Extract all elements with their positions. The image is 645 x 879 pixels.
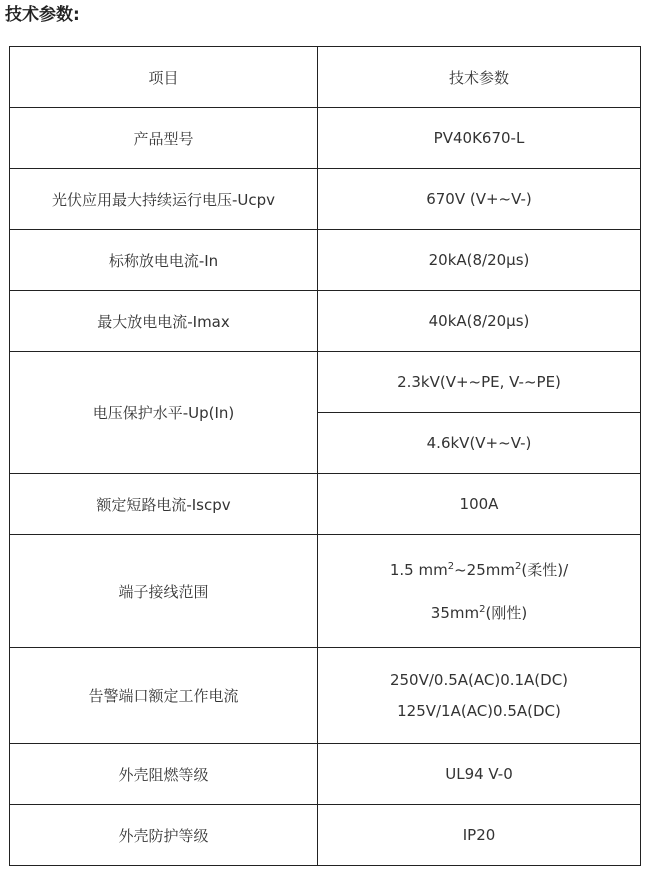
row-label: 外壳阻燃等级	[10, 744, 318, 805]
row-value: UL94 V-0	[318, 744, 641, 805]
row-value-terminal	[318, 535, 641, 648]
row-label: 光伏应用最大持续运行电压-Ucpv	[10, 169, 318, 230]
row-value: IP20	[318, 805, 641, 866]
row-value: 40kA(8/20μs)	[318, 291, 641, 352]
row-label: 最大放电电流-Imax	[10, 291, 318, 352]
row-value: 2.3kV(V+~PE, V-~PE)	[318, 352, 641, 413]
section-heading: 技术参数:	[5, 5, 80, 25]
header-item: 项目	[10, 47, 318, 108]
terminal-part: 35mm	[430, 604, 480, 622]
table-header-row	[10, 47, 641, 108]
row-label: 端子接线范围	[10, 535, 318, 648]
table-row	[10, 291, 641, 352]
table-row	[10, 744, 641, 805]
value-line: 125V/1A(AC)0.5A(DC)	[397, 702, 561, 720]
terminal-part: ~25mm	[454, 561, 515, 579]
table-row	[10, 352, 641, 413]
table-row	[10, 108, 641, 169]
row-label: 电压保护水平-Up(In)	[10, 352, 318, 474]
terminal-sup: 2	[479, 604, 486, 615]
row-label: 产品型号	[10, 108, 318, 169]
row-label: 额定短路电流-Iscpv	[10, 474, 318, 535]
terminal-sup: 2	[447, 561, 455, 572]
row-label: 标称放电电流-In	[10, 230, 318, 291]
terminal-line-1	[324, 559, 634, 580]
row-label: 告警端口额定工作电流	[10, 648, 318, 744]
row-value: 4.6kV(V+~V-)	[318, 413, 641, 474]
table-row	[10, 230, 641, 291]
spec-table	[9, 46, 641, 866]
table-row	[10, 648, 641, 744]
row-value: 670V (V+~V-)	[318, 169, 641, 230]
terminal-part: (刚性)	[485, 604, 528, 622]
row-value-multiline	[318, 648, 641, 744]
row-value: 100A	[318, 474, 641, 535]
table-row	[10, 805, 641, 866]
terminal-line-2	[324, 602, 634, 623]
row-label: 外壳防护等级	[10, 805, 318, 866]
table-row	[10, 535, 641, 648]
header-spec: 技术参数	[318, 47, 641, 108]
table-row	[10, 169, 641, 230]
terminal-sup: 2	[514, 561, 522, 572]
terminal-part: (柔性)/	[521, 561, 569, 579]
terminal-part: 1.5 mm	[389, 561, 448, 579]
row-value: 20kA(8/20μs)	[318, 230, 641, 291]
value-line: 250V/0.5A(AC)0.1A(DC)	[389, 671, 569, 689]
row-value: PV40K670-L	[318, 108, 641, 169]
table-row	[10, 474, 641, 535]
